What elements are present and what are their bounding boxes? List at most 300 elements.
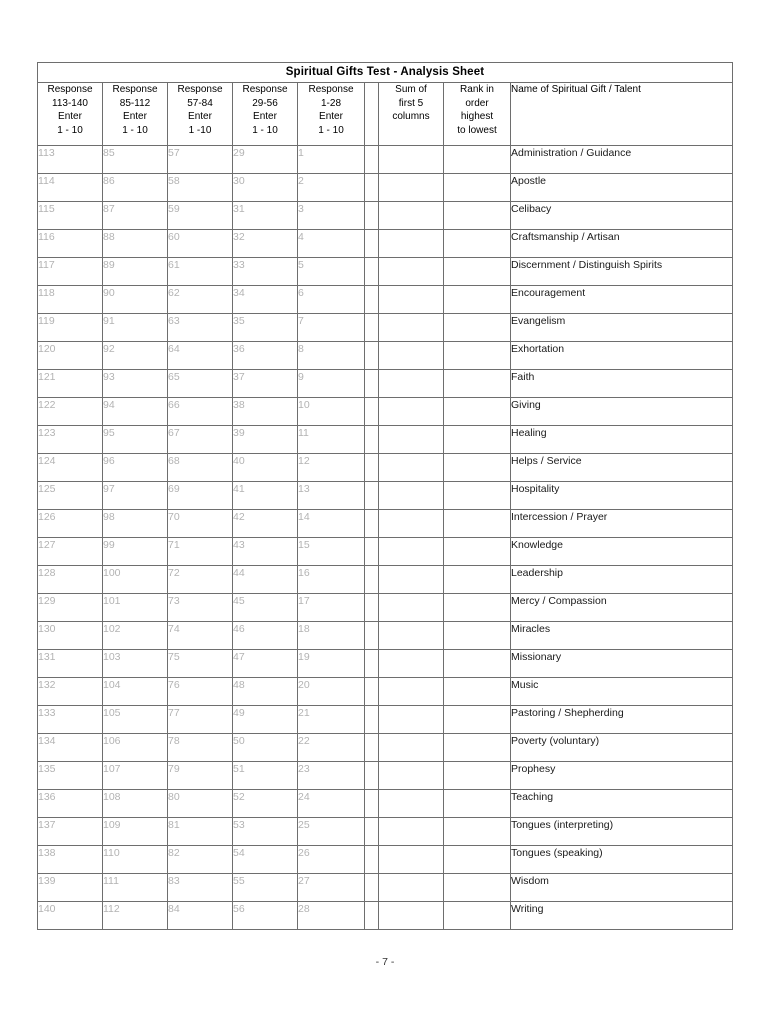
gift-name-cell: Tongues (interpreting) — [511, 818, 733, 846]
table-row — [38, 370, 733, 398]
question-number-cell: 119 — [38, 314, 103, 342]
gift-name-cell: Craftsmanship / Artisan — [511, 230, 733, 258]
sum-input-cell[interactable] — [379, 370, 444, 398]
header-line: Enter — [253, 111, 277, 122]
question-number-cell: 132 — [38, 678, 103, 706]
question-number-cell: 53 — [233, 818, 298, 846]
question-number-cell: 68 — [168, 454, 233, 482]
question-number-cell: 34 — [233, 286, 298, 314]
question-number-cell: 44 — [233, 566, 298, 594]
question-number-cell: 129 — [38, 594, 103, 622]
rank-input-cell[interactable] — [444, 874, 511, 902]
rank-input-cell[interactable] — [444, 258, 511, 286]
spacer-column-cell — [365, 426, 379, 454]
sum-input-cell[interactable] — [379, 790, 444, 818]
table-row — [38, 790, 733, 818]
sum-input-cell[interactable] — [379, 230, 444, 258]
rank-input-cell[interactable] — [444, 846, 511, 874]
question-number-cell: 126 — [38, 510, 103, 538]
gift-name-cell: Helps / Service — [511, 454, 733, 482]
sum-input-cell[interactable] — [379, 566, 444, 594]
rank-input-cell[interactable] — [444, 538, 511, 566]
question-number-cell: 46 — [233, 622, 298, 650]
header-line: Response — [47, 84, 93, 95]
rank-input-cell[interactable] — [444, 174, 511, 202]
question-number-cell: 109 — [103, 818, 168, 846]
sum-input-cell[interactable] — [379, 818, 444, 846]
rank-input-cell[interactable] — [444, 622, 511, 650]
question-number-cell: 56 — [233, 902, 298, 930]
question-number-cell: 69 — [168, 482, 233, 510]
question-number-cell: 14 — [298, 510, 365, 538]
header-line: 57-84 — [187, 97, 213, 109]
question-number-cell: 22 — [298, 734, 365, 762]
question-number-cell: 75 — [168, 650, 233, 678]
rank-input-cell[interactable] — [444, 566, 511, 594]
question-number-cell: 62 — [168, 286, 233, 314]
table-row — [38, 146, 733, 174]
question-number-cell: 33 — [233, 258, 298, 286]
gift-name-cell: Giving — [511, 398, 733, 426]
header-line: Sum of — [395, 84, 427, 95]
question-number-cell: 29 — [233, 146, 298, 174]
header-line: to lowest — [457, 124, 497, 136]
question-number-cell: 19 — [298, 650, 365, 678]
table-row — [38, 482, 733, 510]
header-line: 1 - 10 — [318, 124, 344, 136]
question-number-cell: 47 — [233, 650, 298, 678]
rank-input-cell[interactable] — [444, 286, 511, 314]
question-number-cell: 41 — [233, 482, 298, 510]
question-number-cell: 20 — [298, 678, 365, 706]
rank-input-cell[interactable] — [444, 762, 511, 790]
question-number-cell: 37 — [233, 370, 298, 398]
question-number-cell: 11 — [298, 426, 365, 454]
question-number-cell: 101 — [103, 594, 168, 622]
rank-input-cell[interactable] — [444, 902, 511, 930]
rank-input-cell[interactable] — [444, 426, 511, 454]
question-number-cell: 122 — [38, 398, 103, 426]
question-number-cell: 80 — [168, 790, 233, 818]
question-number-cell: 8 — [298, 342, 365, 370]
header-response-1-28 — [298, 83, 365, 146]
question-number-cell: 103 — [103, 650, 168, 678]
question-number-cell: 16 — [298, 566, 365, 594]
question-number-cell: 24 — [298, 790, 365, 818]
spacer-column-cell — [365, 594, 379, 622]
question-number-cell: 13 — [298, 482, 365, 510]
question-number-cell: 113 — [38, 146, 103, 174]
gift-name-cell: Evangelism — [511, 314, 733, 342]
sum-input-cell[interactable] — [379, 510, 444, 538]
header-line: 1 - 10 — [57, 124, 83, 136]
question-number-cell: 57 — [168, 146, 233, 174]
question-number-cell: 136 — [38, 790, 103, 818]
spacer-column-cell — [365, 790, 379, 818]
question-number-cell: 138 — [38, 846, 103, 874]
question-number-cell: 26 — [298, 846, 365, 874]
question-number-cell: 87 — [103, 202, 168, 230]
table-row — [38, 286, 733, 314]
question-number-cell: 82 — [168, 846, 233, 874]
sum-input-cell[interactable] — [379, 398, 444, 426]
table-row — [38, 846, 733, 874]
question-number-cell: 92 — [103, 342, 168, 370]
question-number-cell: 31 — [233, 202, 298, 230]
sum-input-cell[interactable] — [379, 734, 444, 762]
question-number-cell: 3 — [298, 202, 365, 230]
table-row — [38, 342, 733, 370]
question-number-cell: 106 — [103, 734, 168, 762]
table-row — [38, 258, 733, 286]
question-number-cell: 81 — [168, 818, 233, 846]
header-line: 85-112 — [119, 97, 151, 109]
gift-name-cell: Healing — [511, 426, 733, 454]
question-number-cell: 114 — [38, 174, 103, 202]
spacer-column-cell — [365, 174, 379, 202]
question-number-cell: 102 — [103, 622, 168, 650]
question-number-cell: 88 — [103, 230, 168, 258]
question-number-cell: 4 — [298, 230, 365, 258]
table-row — [38, 454, 733, 482]
sheet-title: Spiritual Gifts Test - Analysis Sheet — [38, 63, 733, 83]
table-row — [38, 174, 733, 202]
question-number-cell: 43 — [233, 538, 298, 566]
spacer-column-cell — [365, 454, 379, 482]
question-number-cell: 64 — [168, 342, 233, 370]
header-line: Response — [242, 84, 288, 95]
gift-name-cell: Knowledge — [511, 538, 733, 566]
question-number-cell: 51 — [233, 762, 298, 790]
gift-name-cell: Faith — [511, 370, 733, 398]
gift-name-cell: Mercy / Compassion — [511, 594, 733, 622]
rank-input-cell[interactable] — [444, 230, 511, 258]
header-gift-name — [511, 83, 733, 146]
table-row — [38, 538, 733, 566]
header-line: 1 - 10 — [122, 124, 148, 136]
question-number-cell: 60 — [168, 230, 233, 258]
sum-input-cell[interactable] — [379, 874, 444, 902]
table-row — [38, 902, 733, 930]
rank-input-cell[interactable] — [444, 678, 511, 706]
sum-input-cell[interactable] — [379, 678, 444, 706]
question-number-cell: 65 — [168, 370, 233, 398]
question-number-cell: 117 — [38, 258, 103, 286]
spacer-column-cell — [365, 874, 379, 902]
spacer-column-cell — [365, 230, 379, 258]
question-number-cell: 35 — [233, 314, 298, 342]
question-number-cell: 121 — [38, 370, 103, 398]
sum-input-cell[interactable] — [379, 286, 444, 314]
question-number-cell: 61 — [168, 258, 233, 286]
header-line: Enter — [123, 111, 147, 122]
header-rank — [444, 83, 511, 146]
question-number-cell: 84 — [168, 902, 233, 930]
spacer-column-cell — [365, 538, 379, 566]
header-line: 29-56 — [252, 97, 278, 109]
question-number-cell: 120 — [38, 342, 103, 370]
question-number-cell: 72 — [168, 566, 233, 594]
gift-name-cell: Hospitality — [511, 482, 733, 510]
question-number-cell: 89 — [103, 258, 168, 286]
rank-input-cell[interactable] — [444, 146, 511, 174]
question-number-cell: 1 — [298, 146, 365, 174]
spacer-column-cell — [365, 706, 379, 734]
question-number-cell: 104 — [103, 678, 168, 706]
question-number-cell: 63 — [168, 314, 233, 342]
question-number-cell: 96 — [103, 454, 168, 482]
gift-name-cell: Missionary — [511, 650, 733, 678]
question-number-cell: 52 — [233, 790, 298, 818]
header-line: 1 -10 — [188, 124, 212, 136]
spacer-column-cell — [365, 482, 379, 510]
header-response-57-84 — [168, 83, 233, 146]
sum-input-cell[interactable] — [379, 846, 444, 874]
question-number-cell: 9 — [298, 370, 365, 398]
sum-input-cell[interactable] — [379, 622, 444, 650]
gift-name-cell: Poverty (voluntary) — [511, 734, 733, 762]
header-line: 1-28 — [320, 97, 341, 109]
question-number-cell: 74 — [168, 622, 233, 650]
table-row — [38, 622, 733, 650]
spacer-column-cell — [365, 202, 379, 230]
spacer-column-cell — [365, 734, 379, 762]
question-number-cell: 7 — [298, 314, 365, 342]
question-number-cell: 110 — [103, 846, 168, 874]
gift-name-cell: Exhortation — [511, 342, 733, 370]
spacer-column-cell — [365, 258, 379, 286]
question-number-cell: 134 — [38, 734, 103, 762]
question-number-cell: 79 — [168, 762, 233, 790]
table-row — [38, 650, 733, 678]
question-number-cell: 38 — [233, 398, 298, 426]
question-number-cell: 83 — [168, 874, 233, 902]
question-number-cell: 50 — [233, 734, 298, 762]
question-number-cell: 97 — [103, 482, 168, 510]
gift-name-cell: Leadership — [511, 566, 733, 594]
question-number-cell: 94 — [103, 398, 168, 426]
question-number-cell: 93 — [103, 370, 168, 398]
question-number-cell: 125 — [38, 482, 103, 510]
question-number-cell: 49 — [233, 706, 298, 734]
question-number-cell: 140 — [38, 902, 103, 930]
gift-name-cell: Encouragement — [511, 286, 733, 314]
question-number-cell: 86 — [103, 174, 168, 202]
table-row — [38, 594, 733, 622]
rank-input-cell[interactable] — [444, 202, 511, 230]
sum-input-cell[interactable] — [379, 762, 444, 790]
table-row — [38, 566, 733, 594]
spacer-column-cell — [365, 818, 379, 846]
question-number-cell: 59 — [168, 202, 233, 230]
sum-input-cell[interactable] — [379, 454, 444, 482]
spacer-column-cell — [365, 650, 379, 678]
question-number-cell: 111 — [103, 874, 168, 902]
question-number-cell: 5 — [298, 258, 365, 286]
question-number-cell: 6 — [298, 286, 365, 314]
header-line: highest — [460, 111, 494, 122]
sum-input-cell[interactable] — [379, 482, 444, 510]
question-number-cell: 45 — [233, 594, 298, 622]
spacer-column-cell — [365, 370, 379, 398]
table-row — [38, 314, 733, 342]
question-number-cell: 10 — [298, 398, 365, 426]
table-row — [38, 678, 733, 706]
gift-name-cell: Teaching — [511, 790, 733, 818]
question-number-cell: 15 — [298, 538, 365, 566]
question-number-cell: 127 — [38, 538, 103, 566]
table-row — [38, 874, 733, 902]
sum-input-cell[interactable] — [379, 258, 444, 286]
question-number-cell: 131 — [38, 650, 103, 678]
question-number-cell: 95 — [103, 426, 168, 454]
question-number-cell: 123 — [38, 426, 103, 454]
rank-input-cell[interactable] — [444, 594, 511, 622]
table-row — [38, 398, 733, 426]
question-number-cell: 99 — [103, 538, 168, 566]
spacer-column-cell — [365, 398, 379, 426]
gift-name-cell: Discernment / Distinguish Spirits — [511, 258, 733, 286]
question-number-cell: 23 — [298, 762, 365, 790]
sum-input-cell[interactable] — [379, 146, 444, 174]
gift-name-cell: Apostle — [511, 174, 733, 202]
rank-input-cell[interactable] — [444, 734, 511, 762]
question-number-cell: 36 — [233, 342, 298, 370]
gift-name-cell: Prophesy — [511, 762, 733, 790]
question-number-cell: 77 — [168, 706, 233, 734]
rank-input-cell[interactable] — [444, 482, 511, 510]
gift-name-cell: Writing — [511, 902, 733, 930]
question-number-cell: 54 — [233, 846, 298, 874]
spacer-column-cell — [365, 622, 379, 650]
header-line: Response — [177, 84, 223, 95]
question-number-cell: 71 — [168, 538, 233, 566]
question-number-cell: 118 — [38, 286, 103, 314]
gift-name-cell: Tongues (speaking) — [511, 846, 733, 874]
question-number-cell: 48 — [233, 678, 298, 706]
header-line: order — [465, 97, 489, 109]
table-row — [38, 706, 733, 734]
table-row — [38, 818, 733, 846]
sum-input-cell[interactable] — [379, 538, 444, 566]
spacer-column-cell — [365, 678, 379, 706]
question-number-cell: 73 — [168, 594, 233, 622]
rank-input-cell[interactable] — [444, 790, 511, 818]
gift-name-cell: Miracles — [511, 622, 733, 650]
sum-input-cell[interactable] — [379, 314, 444, 342]
question-number-cell: 2 — [298, 174, 365, 202]
sum-input-cell[interactable] — [379, 706, 444, 734]
header-line: columns — [392, 111, 430, 122]
spacer-column-cell — [365, 146, 379, 174]
sum-input-cell[interactable] — [379, 426, 444, 454]
question-number-cell: 28 — [298, 902, 365, 930]
spacer-column-cell — [365, 902, 379, 930]
question-number-cell: 21 — [298, 706, 365, 734]
sum-input-cell[interactable] — [379, 202, 444, 230]
question-number-cell: 100 — [103, 566, 168, 594]
rank-input-cell[interactable] — [444, 342, 511, 370]
rank-input-cell[interactable] — [444, 370, 511, 398]
table-row — [38, 762, 733, 790]
spacer-column-cell — [365, 342, 379, 370]
question-number-cell: 25 — [298, 818, 365, 846]
question-number-cell: 18 — [298, 622, 365, 650]
question-number-cell: 42 — [233, 510, 298, 538]
question-number-cell: 108 — [103, 790, 168, 818]
header-response-29-56 — [233, 83, 298, 146]
rank-input-cell[interactable] — [444, 454, 511, 482]
analysis-sheet-table — [37, 62, 733, 930]
rank-input-cell[interactable] — [444, 706, 511, 734]
table-row — [38, 510, 733, 538]
question-number-cell: 135 — [38, 762, 103, 790]
question-number-cell: 116 — [38, 230, 103, 258]
question-number-cell: 91 — [103, 314, 168, 342]
header-line: 113-140 — [52, 97, 88, 109]
question-number-cell: 67 — [168, 426, 233, 454]
question-number-cell: 76 — [168, 678, 233, 706]
gift-name-cell: Intercession / Prayer — [511, 510, 733, 538]
question-number-cell: 90 — [103, 286, 168, 314]
spacer-column-cell — [365, 314, 379, 342]
table-row — [38, 202, 733, 230]
spacer-column-cell — [365, 846, 379, 874]
sum-input-cell[interactable] — [379, 342, 444, 370]
question-number-cell: 124 — [38, 454, 103, 482]
sum-input-cell[interactable] — [379, 174, 444, 202]
question-number-cell: 66 — [168, 398, 233, 426]
header-line: Response — [308, 84, 354, 95]
question-number-cell: 30 — [233, 174, 298, 202]
question-number-cell: 105 — [103, 706, 168, 734]
question-number-cell: 40 — [233, 454, 298, 482]
header-line: Enter — [319, 111, 343, 122]
sum-input-cell[interactable] — [379, 902, 444, 930]
question-number-cell: 58 — [168, 174, 233, 202]
rank-input-cell[interactable] — [444, 314, 511, 342]
header-line: 1 - 10 — [252, 124, 278, 136]
rank-input-cell[interactable] — [444, 510, 511, 538]
question-number-cell: 12 — [298, 454, 365, 482]
question-number-cell: 112 — [103, 902, 168, 930]
question-number-cell: 39 — [233, 426, 298, 454]
question-number-cell: 27 — [298, 874, 365, 902]
question-number-cell: 32 — [233, 230, 298, 258]
table-row — [38, 230, 733, 258]
spacer-column-cell — [365, 510, 379, 538]
question-number-cell: 133 — [38, 706, 103, 734]
question-number-cell: 70 — [168, 510, 233, 538]
spacer-column-cell — [365, 286, 379, 314]
sum-input-cell[interactable] — [379, 594, 444, 622]
spacer-column-cell — [365, 762, 379, 790]
header-label: Name of Spiritual Gift / Talent — [511, 84, 641, 95]
sum-input-cell[interactable] — [379, 650, 444, 678]
rank-input-cell[interactable] — [444, 398, 511, 426]
question-number-cell: 17 — [298, 594, 365, 622]
question-number-cell: 115 — [38, 202, 103, 230]
table-title-row — [38, 63, 733, 83]
rank-input-cell[interactable] — [444, 818, 511, 846]
gift-name-cell: Pastoring / Shepherding — [511, 706, 733, 734]
question-number-cell: 98 — [103, 510, 168, 538]
gift-name-cell: Wisdom — [511, 874, 733, 902]
question-number-cell: 139 — [38, 874, 103, 902]
question-number-cell: 107 — [103, 762, 168, 790]
rank-input-cell[interactable] — [444, 650, 511, 678]
header-response-113-140 — [38, 83, 103, 146]
